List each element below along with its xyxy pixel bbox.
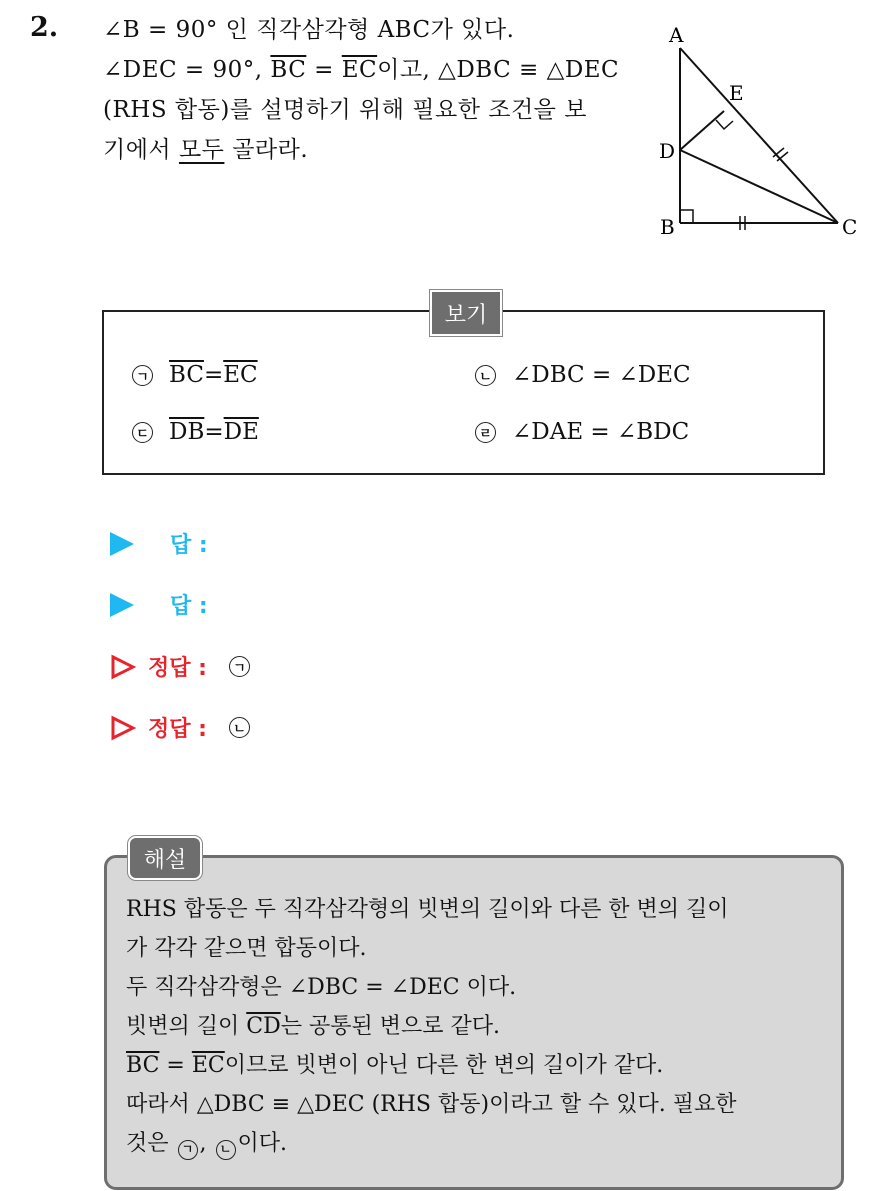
circled-giyeok-icon: ㄱ <box>178 1140 198 1160</box>
correct-row-1 <box>110 651 266 682</box>
circled-digeut-icon: ㄷ <box>132 422 153 443</box>
solution-line-2: 가 각각 같으면 합동이다. <box>126 936 367 961</box>
comma-separator: , <box>199 1131 214 1156</box>
circled-nieun-icon: ㄴ <box>216 1140 236 1160</box>
emphasis-all: 모두 <box>178 137 225 163</box>
bogi-item-4 <box>475 419 689 445</box>
solution-line-7a: 것은 <box>126 1131 176 1156</box>
solution-title: 해설 <box>128 836 202 880</box>
question-text <box>103 10 623 170</box>
solution-line-4a: 빗변의 길이 <box>126 1014 247 1039</box>
bogi-item-1 <box>132 362 258 388</box>
triangle-figure <box>640 18 870 243</box>
segment-ec: $\overline{EC}$ <box>223 362 258 388</box>
equals-sign: = <box>204 419 224 445</box>
label-c: C <box>842 215 858 239</box>
segment-de: $\overline{DE}$ <box>223 419 259 445</box>
correct-label: 정답 : <box>148 717 207 742</box>
label-e: E <box>729 81 744 105</box>
triangle-diagram <box>640 18 870 243</box>
play-triangle-icon <box>110 593 134 617</box>
play-triangle-icon <box>110 532 134 556</box>
outline-triangle-icon <box>110 654 136 680</box>
question-number: 2. <box>30 12 59 43</box>
segment-ec: $\overline{EC}$ <box>341 57 378 83</box>
solution-line-5 <box>126 1046 826 1085</box>
equals-sign: = <box>306 57 342 83</box>
segment-bc: $\overline{BC}$ <box>270 57 307 83</box>
right-angle-e <box>716 120 733 129</box>
solution-line-4 <box>126 1007 826 1046</box>
correct-row-2 <box>110 712 266 743</box>
label-a: A <box>669 23 684 47</box>
question-line-3: (RHS 합동)를 설명하기 위해 필요한 조건을 보 <box>103 97 587 123</box>
solution-line-7b: 이다. <box>237 1131 287 1156</box>
question-line-1: ∠B = 90° 인 직각삼각형 ABC가 있다. <box>103 17 515 43</box>
answer-row-1 <box>110 528 208 559</box>
segment-dc <box>680 150 838 223</box>
circled-nieun-icon: ㄴ <box>229 717 250 738</box>
circled-giyeok-icon: ㄱ <box>132 365 153 386</box>
right-angle-b <box>680 210 693 223</box>
solution-line-3: 두 직각삼각형은 ∠DBC = ∠DEC 이다. <box>126 975 517 1000</box>
question-line-4 <box>103 130 623 170</box>
bogi-item-4-text: ∠DAE = ∠BDC <box>512 419 690 445</box>
bogi-item-2 <box>475 362 691 388</box>
segment-ec: $\overline{EC}$ <box>191 1053 225 1078</box>
answer-label: 답 : <box>170 594 208 619</box>
side-ac <box>680 48 838 223</box>
circled-rieul-icon: ㄹ <box>475 422 496 443</box>
correct-label: 정답 : <box>148 656 207 681</box>
solution-line-4b: 는 공통된 변으로 같다. <box>280 1014 500 1039</box>
question-line-4b: 골라라. <box>224 137 309 163</box>
circled-nieun-icon: ㄴ <box>475 365 496 386</box>
label-b: B <box>660 215 675 239</box>
segment-db: $\overline{DB}$ <box>169 419 205 445</box>
question-line-2 <box>103 50 623 90</box>
solution-line-6: 따라서 △DBC ≡ △DEC (RHS 합동)이라고 할 수 있다. 필요한 <box>126 1092 737 1117</box>
segment-bc: $\overline{BC}$ <box>126 1053 160 1078</box>
equals-sign: = <box>159 1053 192 1078</box>
outline-triangle-icon <box>110 715 136 741</box>
equals-sign: = <box>203 362 224 388</box>
segment-bc: $\overline{BC}$ <box>169 362 204 388</box>
question-line-2a: ∠DEC = 90°, <box>103 57 271 83</box>
segment-cd: $\overline{CD}$ <box>246 1014 281 1039</box>
bogi-item-3 <box>132 419 259 445</box>
question-line-4a: 기에서 <box>103 137 179 163</box>
solution-line-5b: 이므로 빗변이 아닌 다른 한 변의 길이가 같다. <box>224 1053 664 1078</box>
bogi-title: 보기 <box>430 290 502 336</box>
solution-line-1: RHS 합동은 두 직각삼각형의 빗변의 길이와 다른 한 변의 길이 <box>126 897 729 922</box>
answer-row-2 <box>110 589 208 620</box>
question-line-2b: 이고, △DBC ≡ △DEC <box>377 57 620 83</box>
circled-giyeok-icon: ㄱ <box>229 656 250 677</box>
solution-line-7 <box>126 1124 826 1163</box>
label-d: D <box>659 139 676 163</box>
answer-label: 답 : <box>170 533 208 558</box>
segment-de <box>680 111 724 150</box>
bogi-item-2-text: ∠DBC = ∠DEC <box>512 362 691 388</box>
solution-text <box>126 890 826 1163</box>
